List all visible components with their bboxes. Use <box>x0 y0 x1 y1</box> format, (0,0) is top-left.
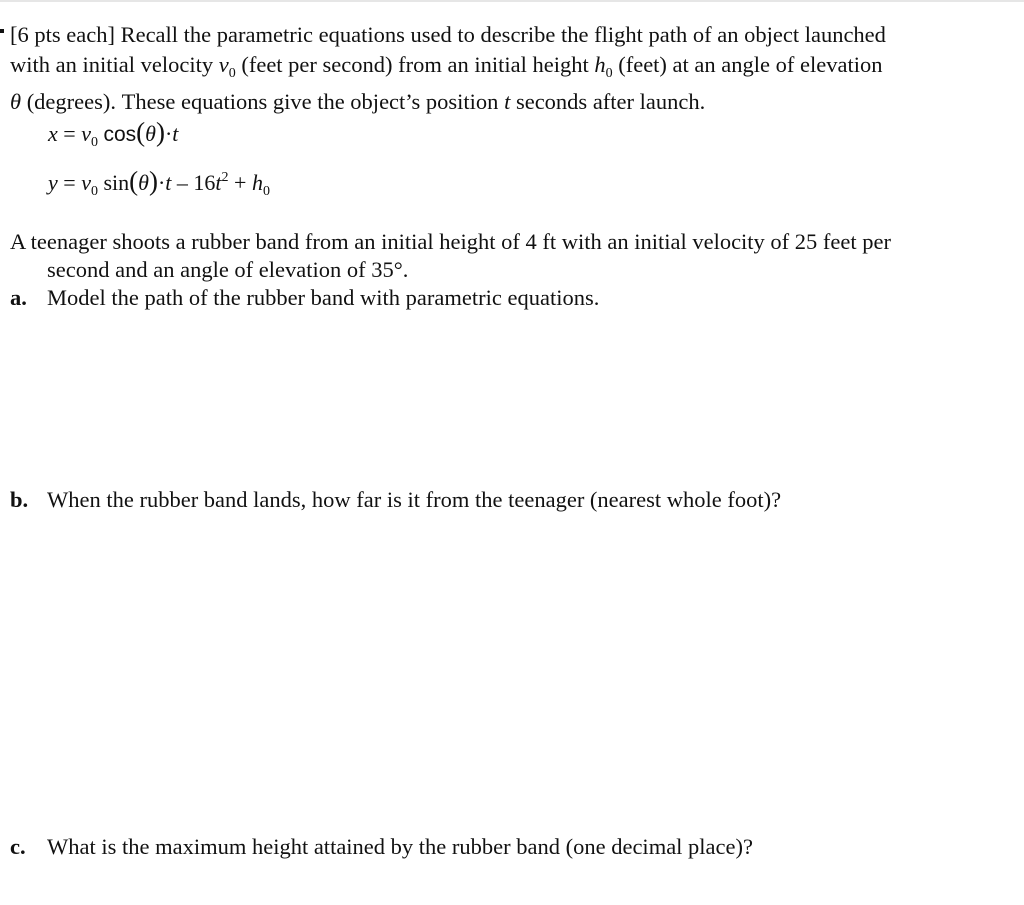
v0-subscript: 0 <box>228 66 236 81</box>
top-divider <box>0 0 1024 2</box>
equation-y <box>48 163 270 207</box>
intro-text-2b: (feet per second) from an initial height <box>235 52 595 77</box>
scenario-text-2: second and an angle of elevation of 35°. <box>47 257 409 282</box>
eq-y-h: h <box>251 170 263 195</box>
eq-x-equals: = <box>57 121 82 146</box>
eq-y-dot: · <box>157 170 166 195</box>
intro-line-2 <box>10 51 882 88</box>
equation-x <box>48 117 178 158</box>
intro-text-2c: (feet) at an angle of elevation <box>612 52 883 77</box>
intro-text-1: [6 pts each] Recall the parametric equations used to describe the flight path of an object launched <box>10 22 886 47</box>
question-b-label: b. <box>10 487 29 512</box>
eq-y-h-sub: 0 <box>262 184 270 199</box>
eq-y-v: v <box>81 170 91 195</box>
eq-y-minus-16: – 16 <box>171 170 216 195</box>
eq-y-equals: = <box>57 170 82 195</box>
eq-x-cos: cos <box>103 123 137 146</box>
eq-x-dot: · <box>164 121 173 146</box>
eq-x-open-paren: ( <box>136 117 146 147</box>
eq-x-v: v <box>81 121 91 146</box>
h0-symbol: h <box>594 52 606 77</box>
question-c-text: What is the maximum height attained by the rubber band (one decimal place)? <box>47 834 753 859</box>
question-b <box>10 486 781 514</box>
eq-x-close-paren: ) <box>155 117 165 147</box>
t-symbol: t <box>504 89 511 114</box>
v0-symbol: v <box>218 52 229 77</box>
eq-y-close-paren: ) <box>148 166 158 196</box>
eq-y-plus: + <box>228 170 252 195</box>
h0-subscript: 0 <box>605 66 613 81</box>
question-a <box>10 284 599 312</box>
eq-y-open-paren: ( <box>129 166 139 196</box>
eq-x-theta: θ <box>145 121 156 146</box>
scenario-line-2 <box>47 256 408 284</box>
eq-x-v-sub: 0 <box>90 135 98 150</box>
question-a-label: a. <box>10 285 27 310</box>
question-c-label: c. <box>10 834 26 859</box>
eq-y-t-squared: t <box>215 170 222 195</box>
question-b-text: When the rubber band lands, how far is it from the teenager (nearest whole foot)? <box>47 487 782 512</box>
eq-y-sin: sin <box>103 170 130 195</box>
eq-y-exponent: 2 <box>221 170 229 185</box>
eq-y-var: y <box>48 170 58 195</box>
intro-text-3a: (degrees). These equations give the object’s position <box>21 89 505 114</box>
eq-x-t: t <box>172 121 179 146</box>
intro-text-3b: seconds after launch. <box>510 89 706 114</box>
intro-line-3 <box>10 88 705 116</box>
eq-y-t: t <box>165 170 172 195</box>
question-a-text: Model the path of the rubber band with parametric equations. <box>47 285 600 310</box>
intro-text-2a: with an initial velocity <box>10 52 219 77</box>
question-c <box>10 833 753 861</box>
intro-line-1 <box>10 21 886 49</box>
eq-y-v-sub: 0 <box>90 184 98 199</box>
scenario-line-1 <box>10 228 891 256</box>
theta-symbol: θ <box>10 89 22 114</box>
list-bullet-marker <box>0 29 4 33</box>
scenario-text-1: A teenager shoots a rubber band from an initial height of 4 ft with an initial velocity of 25 feet per <box>10 229 891 254</box>
eq-y-theta: θ <box>138 170 149 195</box>
eq-x-var: x <box>48 121 58 146</box>
